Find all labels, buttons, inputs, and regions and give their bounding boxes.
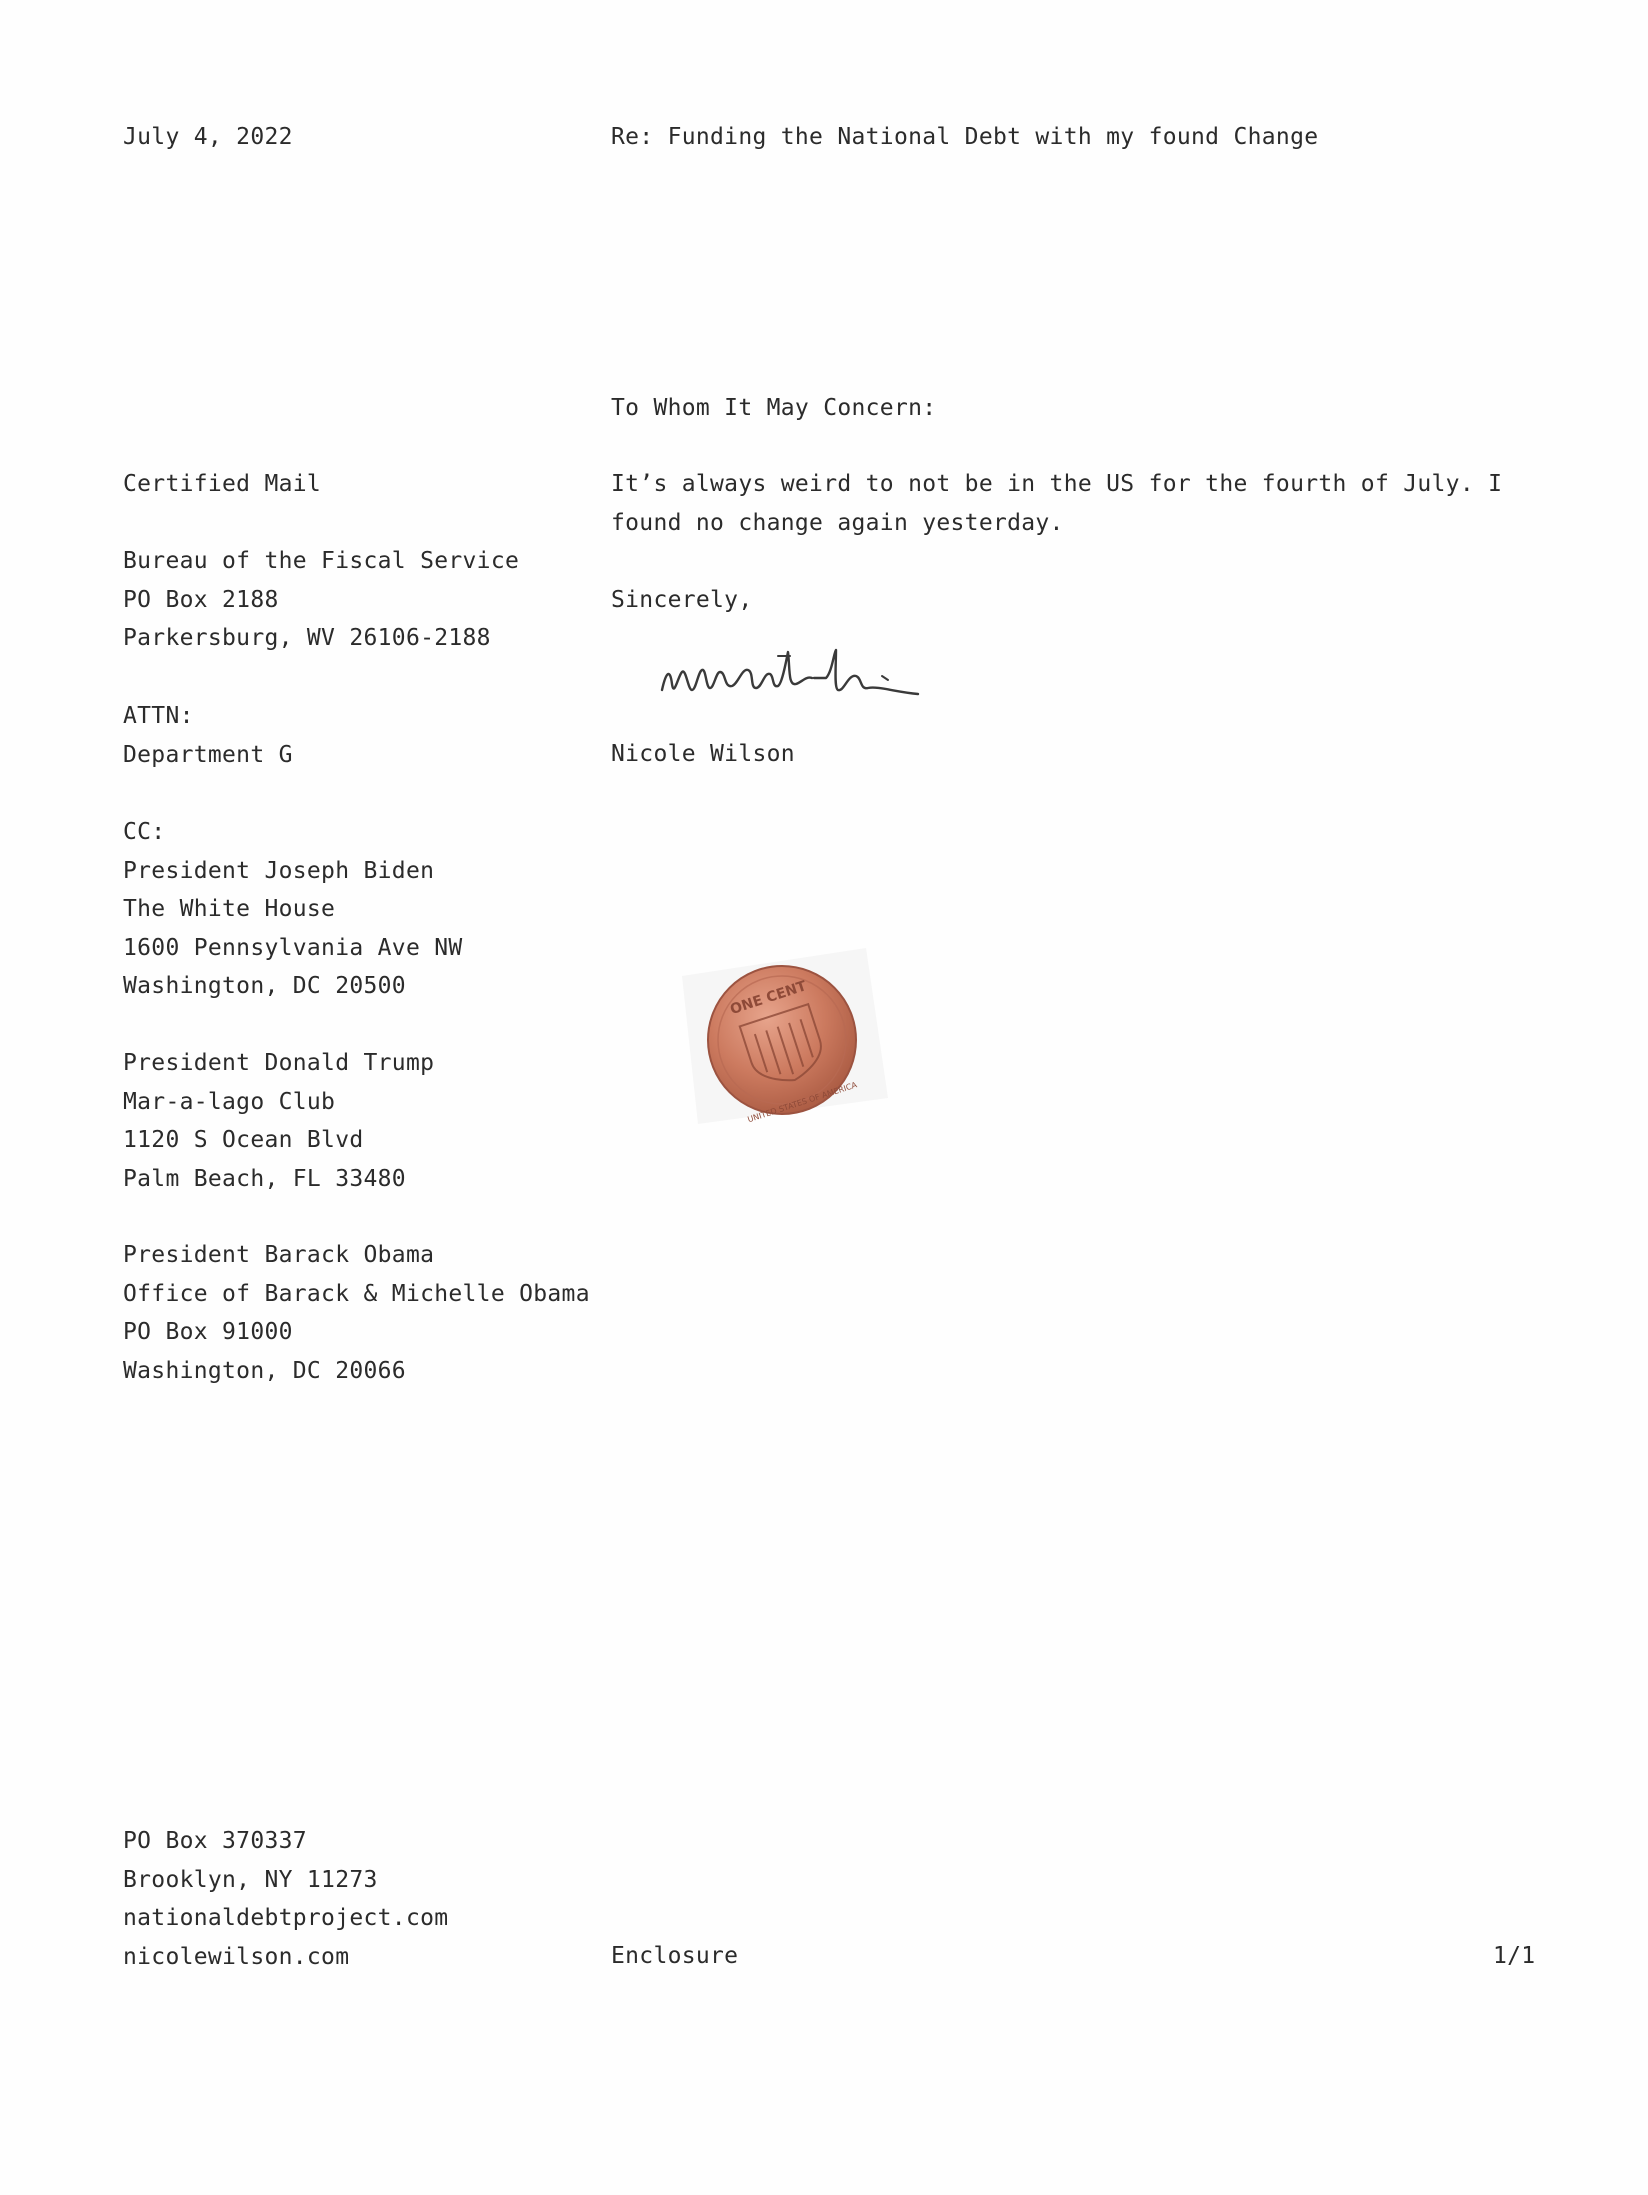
cc-label: CC:	[123, 819, 166, 845]
sender-line: PO Box 370337	[123, 1828, 307, 1854]
cc-line: 1600 Pennsylvania Ave NW	[123, 934, 463, 961]
cc-line: The White House	[123, 896, 336, 923]
body-line: found no change again yesterday.	[611, 509, 1064, 536]
penny-icon	[678, 948, 890, 1124]
closing: Sincerely,	[611, 587, 753, 613]
cc-block	[123, 813, 463, 1006]
letter-subject: Re: Funding the National Debt with my found Change	[611, 124, 1319, 150]
letter-date: July 4, 2022	[123, 124, 293, 150]
coin-text-bottom: UNITED STATES OF AMERICA	[746, 1080, 859, 1124]
recipient-line: PO Box 2188	[123, 586, 279, 613]
cc-line: President Donald Trump	[123, 1050, 435, 1076]
cc-line: Washington, DC 20500	[123, 973, 406, 1000]
cc-line: President Joseph Biden	[123, 857, 435, 884]
attn-block	[123, 697, 293, 774]
signer-name: Nicole Wilson	[611, 741, 795, 767]
cc-line: Mar-a-lago Club	[123, 1088, 336, 1115]
recipient-line: Parkersburg, WV 26106-2188	[123, 625, 491, 652]
attn-department: Department G	[123, 741, 293, 768]
cc-recipient	[123, 1236, 590, 1390]
cc-recipient	[123, 1044, 434, 1198]
mailing-method: Certified Mail	[123, 471, 322, 497]
recipient-line: Bureau of the Fiscal Service	[123, 548, 520, 574]
sender-line: nationaldebtproject.com	[123, 1905, 449, 1932]
page-number: 1/1	[1493, 1943, 1536, 1969]
attn-label: ATTN:	[123, 703, 194, 729]
salutation: To Whom It May Concern:	[611, 395, 937, 421]
letter-body	[611, 465, 1502, 542]
enclosure-note: Enclosure	[611, 1943, 739, 1969]
penny-image	[678, 948, 890, 1124]
cc-line: Palm Beach, FL 33480	[123, 1165, 406, 1192]
signature-image	[656, 632, 956, 712]
cc-line: President Barack Obama	[123, 1242, 435, 1268]
cc-line: Washington, DC 20066	[123, 1357, 406, 1384]
sender-line: Brooklyn, NY 11273	[123, 1866, 378, 1893]
body-line: It’s always weird to not be in the US for the fourth of July. I	[611, 471, 1503, 497]
cc-line: Office of Barack & Michelle Obama	[123, 1280, 590, 1307]
sender-line: nicolewilson.com	[123, 1943, 350, 1970]
cc-line: PO Box 91000	[123, 1319, 293, 1346]
coin-text-top: ONE CENT	[728, 978, 809, 1018]
sender-address	[123, 1822, 448, 1976]
recipient-address	[123, 542, 519, 658]
cc-line: 1120 S Ocean Blvd	[123, 1127, 364, 1154]
